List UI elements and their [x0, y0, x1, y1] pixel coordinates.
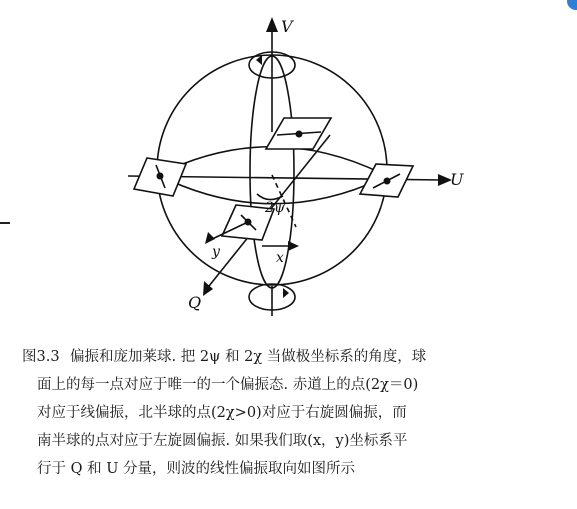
plate-right-dot	[384, 178, 391, 185]
plate-top-dot	[296, 131, 303, 138]
caption-line-2: 面上的每一点对应于唯一的一个偏振态. 赤道上的点(2χ＝0)	[37, 377, 419, 393]
caption-line-4: 南半球的点对应于左旋圆偏振. 如果我们取(x，y)坐标系平	[37, 433, 408, 449]
caption-line-1: 图3.3 偏振和庞加莱球. 把 2ψ 和 2χ 当做极坐标系的角度，球	[22, 343, 557, 371]
caption-line-5: 行于 Q 和 U 分量，则波的线性偏振取向如图所示	[37, 461, 356, 477]
v-arrowhead	[266, 17, 278, 32]
caption-number: 图3.3	[22, 349, 60, 365]
plate-left-dot	[157, 173, 164, 180]
equator-back	[158, 147, 387, 176]
q-axis-label: Q	[188, 293, 202, 312]
ring-bottom-arrow	[283, 288, 289, 298]
v-axis-label: V	[281, 17, 293, 36]
x-axis-label: x	[276, 250, 284, 266]
caption-line-3: 对应于线偏振，北半球的点(2χ>0)对应于右旋圆偏振，而	[37, 405, 407, 421]
psi-angle-label: 2ψ	[265, 200, 285, 216]
figure-caption	[22, 343, 557, 483]
plate-front-dot	[245, 219, 252, 226]
y-axis-label: y	[212, 244, 220, 260]
u-axis-label: U	[450, 170, 464, 189]
x-arrowhead	[288, 241, 299, 251]
